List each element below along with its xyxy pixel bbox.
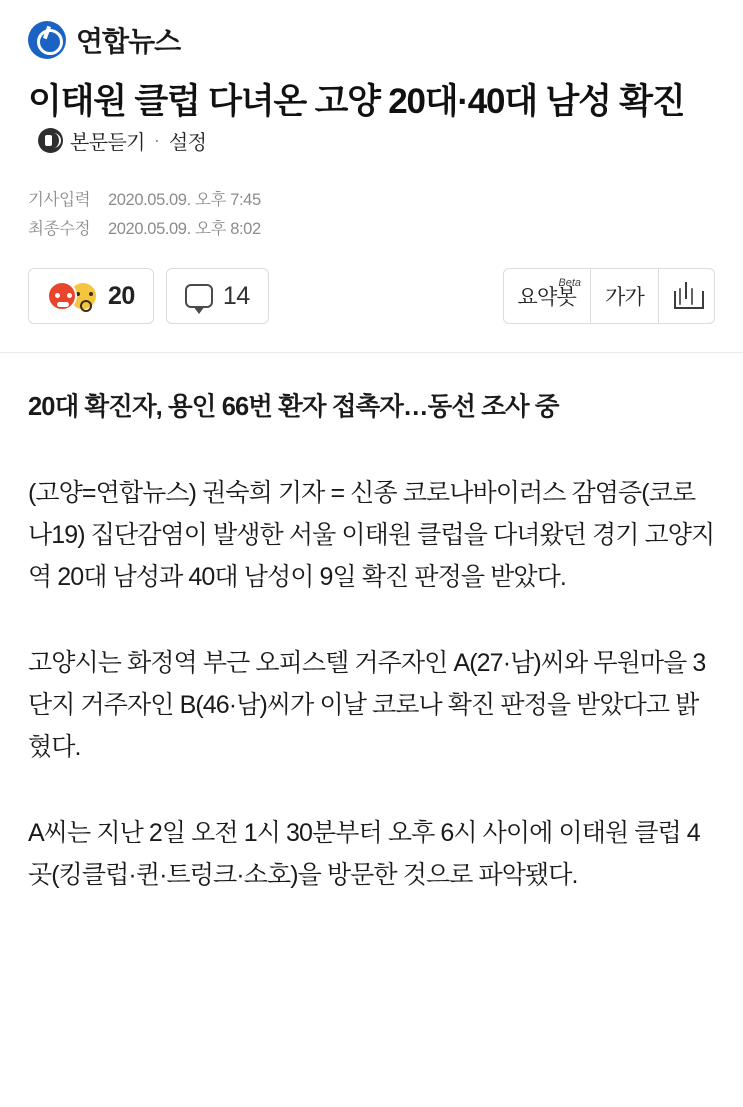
reaction-count: 20: [108, 281, 135, 310]
listen-article-button[interactable]: 본문듣기: [70, 132, 145, 155]
publisher-name[interactable]: 연합뉴스: [76, 26, 181, 57]
beta-badge: Beta: [558, 277, 582, 290]
reaction-emoji-group: [47, 281, 98, 311]
modified-label: 최종수정: [28, 220, 91, 239]
article-body: [0, 353, 743, 926]
yonhap-logo-icon: [28, 21, 66, 59]
angry-emoji-icon: [47, 281, 77, 311]
tool-separator: ·: [153, 130, 160, 151]
comment-icon: [185, 284, 213, 308]
title-tools: [38, 126, 206, 155]
font-size-label: 가가: [605, 286, 644, 310]
comment-button[interactable]: [166, 268, 269, 324]
summary-bot-button[interactable]: [503, 268, 591, 324]
font-size-button[interactable]: [591, 268, 659, 324]
article-dates: [0, 164, 743, 244]
action-bar: [28, 268, 715, 324]
reaction-button[interactable]: [28, 268, 154, 324]
article-paragraph-3: A씨는 지난 2일 오전 1시 30분부터 오후 6시 사이에 이태원 클럽 4곳(킹클럽·퀸·트렁크·소호)을 방문한 것으로 파악됐다.: [28, 818, 700, 889]
article-paragraph-1: (고양=연합뉴스) 권숙희 기자 = 신종 코로나바이러스 감염증(코로나19) 집단감염이 발생한 서울 이태원 클럽을 다녀왔던 경기 고양지역 20대 남성과 40대 남성이 9일 확진 판정을 받았다.: [28, 478, 715, 591]
article-header: [0, 70, 743, 164]
date-row-published: [28, 186, 715, 215]
settings-button[interactable]: 설정: [168, 132, 207, 155]
published-label: 기사입력: [28, 191, 91, 210]
modified-value: 2020.05.09. 오후 8:02: [108, 220, 261, 239]
speaker-icon[interactable]: [38, 128, 63, 153]
published-value: 2020.05.09. 오후 7:45: [108, 191, 261, 210]
article-paragraph-2: 고양시는 화정역 부근 오피스텔 거주자인 A(27·남)씨와 무원마을 3단지 거주자인 B(46·남)씨가 이날 코로나 확진 판정을 받았다고 밝혔다.: [28, 648, 706, 761]
date-row-modified: [28, 215, 715, 244]
page-title: 이태원 클럽 다녀온 고양 20대·40대 남성 확진: [28, 82, 685, 121]
article-lede: 20대 확진자, 용인 66번 환자 접촉자…동선 조사 중: [28, 393, 559, 422]
comment-count: 14: [222, 281, 250, 310]
publisher-header[interactable]: [0, 0, 743, 70]
share-icon: [674, 283, 700, 309]
share-button[interactable]: [659, 268, 715, 324]
summary-bot-label: 요약봇: [517, 286, 577, 310]
